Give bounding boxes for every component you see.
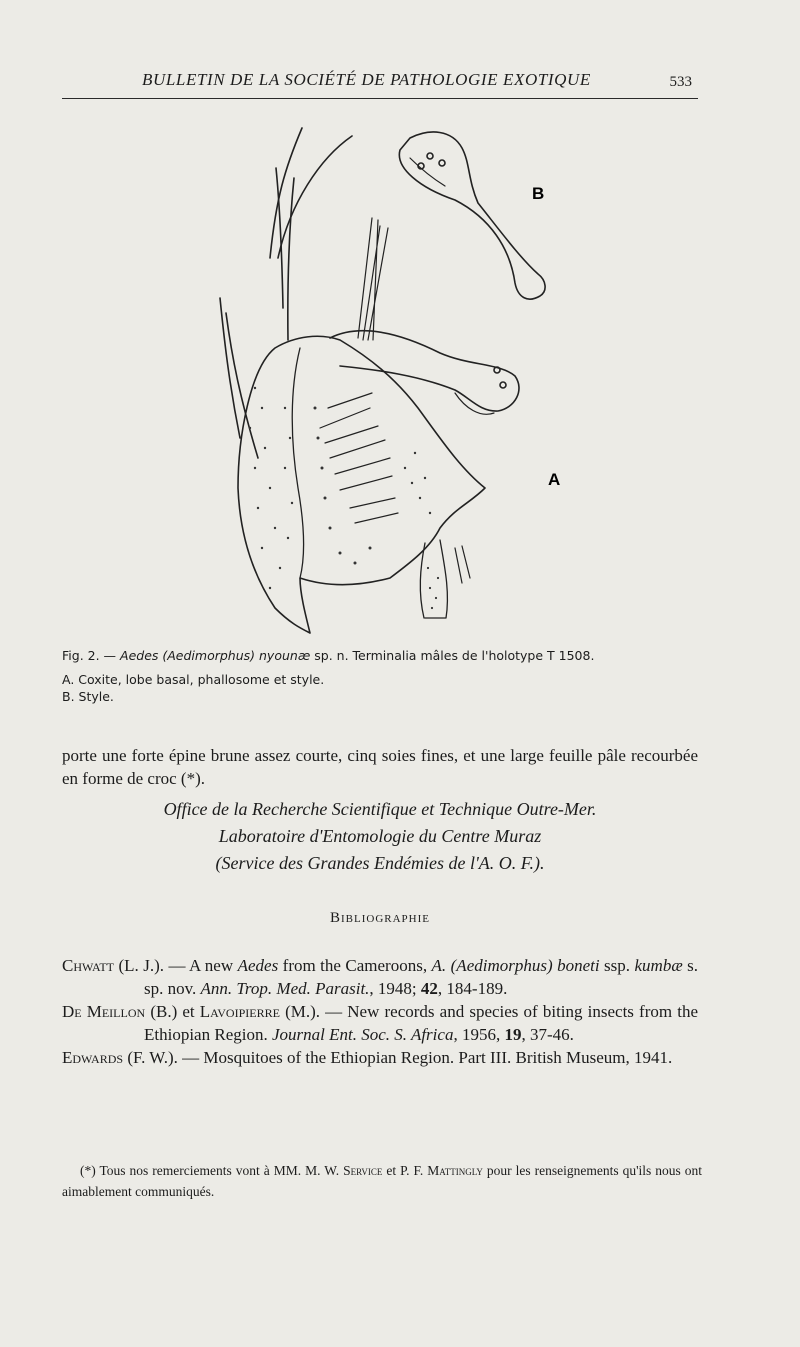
ref-text: (F. W.). — Mosquitoes of the Ethiopian Region. Part III. British Museum, 1941. xyxy=(123,1048,673,1067)
figure-illustration xyxy=(0,108,800,648)
long-seta xyxy=(270,128,302,258)
coxite-setae xyxy=(320,393,398,523)
reference-item xyxy=(62,954,698,1000)
ref-pages: , 37-46. xyxy=(521,1025,574,1044)
ref-pages: , 184-189. xyxy=(437,979,508,998)
bibliography-list xyxy=(62,954,698,1069)
caption-legend xyxy=(62,671,722,705)
caption-prefix: Fig. 2. — xyxy=(62,648,117,663)
figure-label-b: B xyxy=(532,184,545,203)
figure-label-a: A xyxy=(548,470,561,489)
ref-author: De Meillon xyxy=(62,1002,146,1021)
ref-italic: A. (Aedimorphus) boneti xyxy=(431,956,600,975)
ref-text: , 1948; xyxy=(369,979,421,998)
footnote xyxy=(62,1160,702,1202)
coxite-inner-line xyxy=(292,348,303,578)
footnote-name: Service xyxy=(343,1163,383,1178)
ref-text: (L. J.). — A new xyxy=(114,956,238,975)
footnote-part: pour les renseignements qu'ils nous ont aimablement communiqués. xyxy=(62,1163,702,1199)
ref-author: Chwatt xyxy=(62,956,114,975)
spine-bundle xyxy=(358,218,388,340)
ref-text: from the Cameroons, xyxy=(278,956,432,975)
ref-text: ssp. xyxy=(599,956,635,975)
style-b-outline xyxy=(399,132,545,299)
ref-volume: 19 xyxy=(504,1025,522,1044)
caption-species: Aedes (Aedimorphus) nyounæ xyxy=(120,648,311,663)
footnote-part: et P. F. xyxy=(382,1163,428,1178)
figure-caption xyxy=(62,646,722,705)
ref-journal: Ann. Trop. Med. Parasit. xyxy=(200,979,370,998)
legend-b: B. Style. xyxy=(62,689,114,704)
affiliation-line-2: Laboratoire d'Entomologie du Centre Muraz xyxy=(218,826,542,846)
ref-text: (M.). — New records and species of biting insects from the Ethiopian Region. xyxy=(144,1002,698,1044)
legend-a: A. Coxite, lobe basal, phallosome et style. xyxy=(62,672,325,687)
ref-author: Lavoipierre xyxy=(199,1002,280,1021)
phallosome xyxy=(420,540,447,618)
ref-italic: Aedes xyxy=(237,956,279,975)
journal-title: BULLETIN DE LA SOCIÉTÉ DE PATHOLOGIE EXOTIQUE xyxy=(142,70,591,89)
body-paragraph: porte une forte épine brune assez courte, cinq soies fines, et une large feuille pâle recourbée en forme de croc (*). xyxy=(62,746,698,788)
ref-author: Edwards xyxy=(62,1048,124,1067)
bibliography-heading: Bibliographie xyxy=(330,910,430,926)
long-seta xyxy=(220,298,240,438)
terminalia-drawing xyxy=(0,108,800,648)
footnote-text xyxy=(62,1160,702,1202)
page-number: 533 xyxy=(669,74,692,90)
affiliation-block xyxy=(62,796,698,877)
style-a-outline xyxy=(330,331,519,411)
reference-item xyxy=(62,1046,698,1069)
ref-text: s. sp. nov. xyxy=(144,956,699,998)
ref-italic: kumbæ xyxy=(634,956,683,975)
caption-rest: sp. n. Terminalia mâles de l'holotype T 1508. xyxy=(314,648,595,663)
ref-journal: Journal Ent. Soc. S. Africa xyxy=(271,1025,454,1044)
affiliation-line-3: (Service des Grandes Endémies de l'A. O. F.). xyxy=(215,853,545,873)
long-seta xyxy=(276,168,283,308)
affiliation-line-1: Office de la Recherche Scientifique et Technique Outre-Mer. xyxy=(163,799,597,819)
long-seta xyxy=(288,178,294,340)
running-header xyxy=(62,66,698,99)
footnote-part: (*) Tous nos remerciements vont à MM. M. W. xyxy=(80,1163,344,1178)
ref-text: (B.) et xyxy=(145,1002,200,1021)
footnote-name: Mattingly xyxy=(427,1163,483,1178)
reference-item xyxy=(62,1000,698,1046)
caption-line xyxy=(62,646,722,665)
ref-text: , 1956, xyxy=(453,1025,505,1044)
ref-volume: 42 xyxy=(420,979,438,998)
